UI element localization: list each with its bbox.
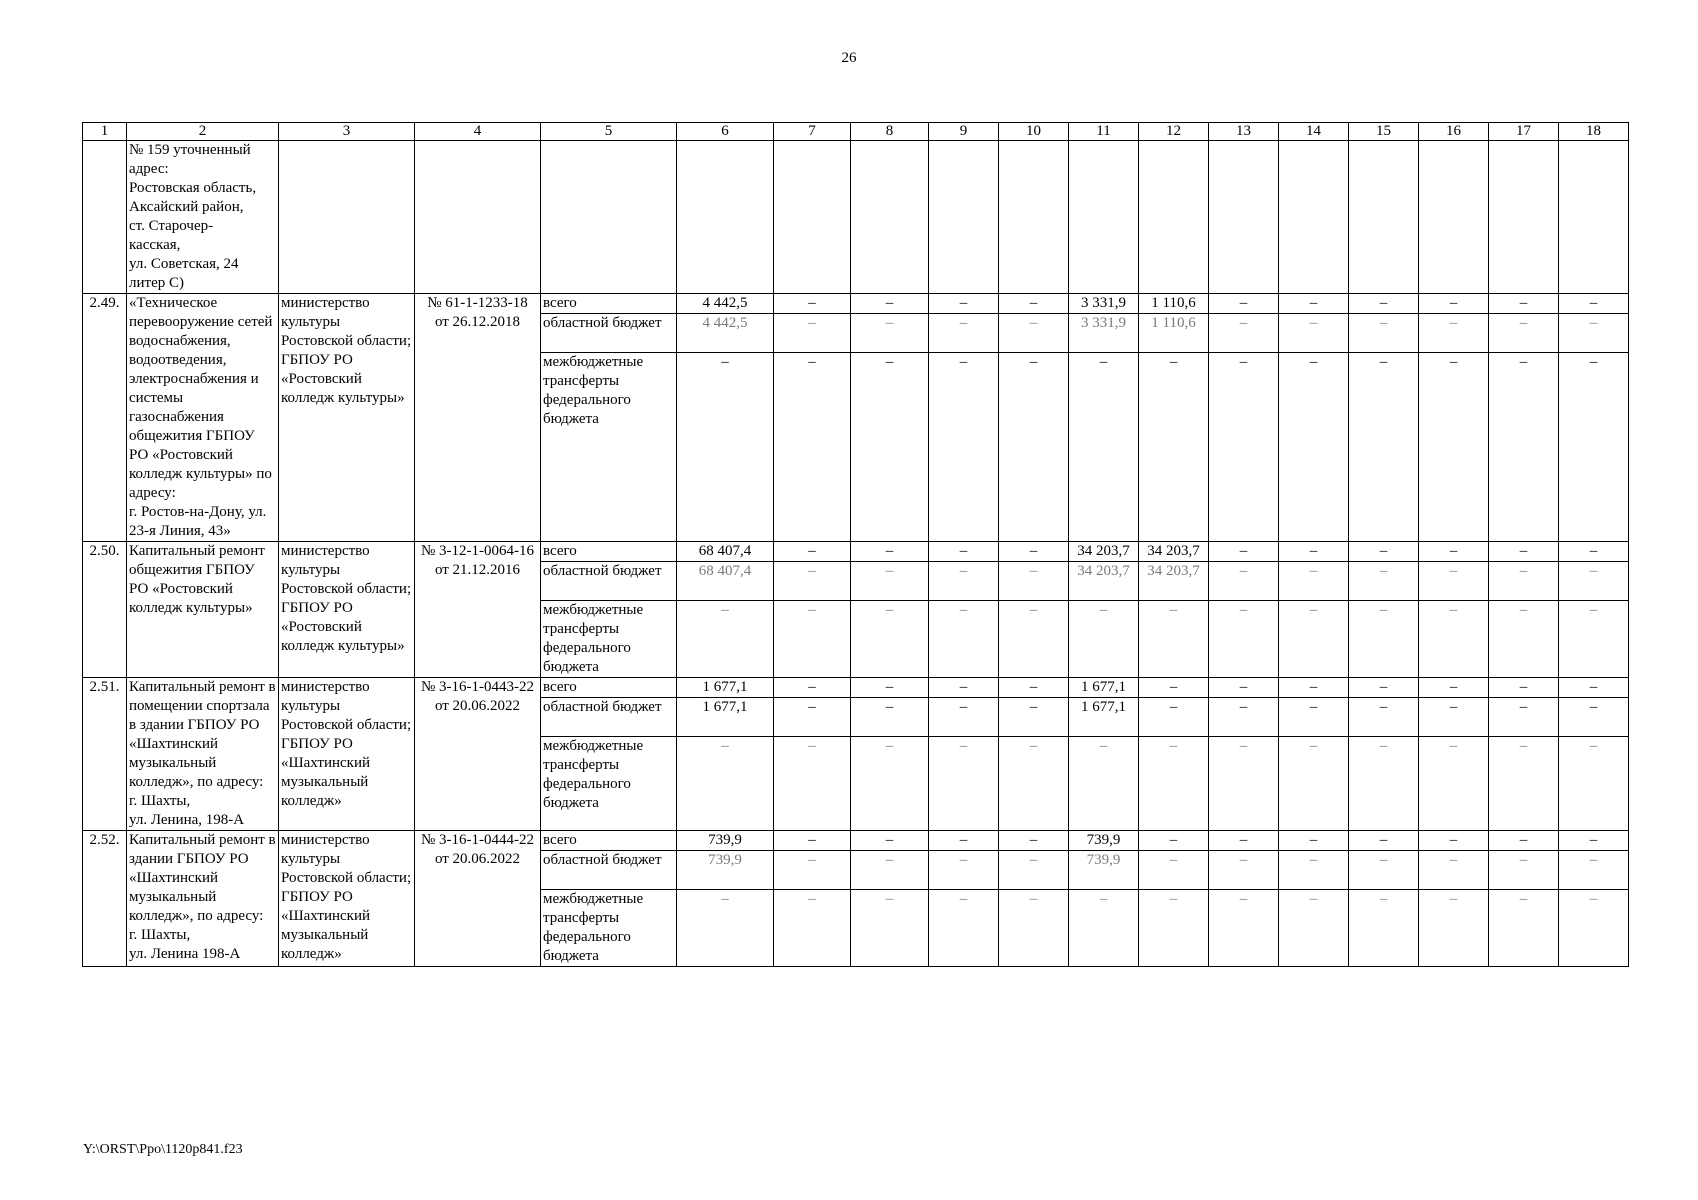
executor-cell: министерство культуры Ростовской области; ГБПОУ РО «Шахтинский музыкальный колледж» [279,678,415,831]
column-header: 4 [415,123,541,141]
value-cell: – [1209,737,1279,831]
value-cell: – [999,698,1069,737]
value-cell: – [999,562,1069,601]
value-cell: – [999,678,1069,698]
object-name-cell: № 159 уточненный адрес: Ростовская область, Аксайский район, ст. Старочер- касская, ул. Советская, 24 литер С) [127,141,279,294]
value-cell: – [1349,851,1419,890]
value-cell: – [1279,542,1349,562]
value-cell: – [774,698,851,737]
value-cell: – [1349,562,1419,601]
value-cell: – [929,831,999,851]
value-cell: – [1559,314,1629,353]
table-row [83,294,1629,314]
funding-source-cell: областной бюджет [541,562,677,601]
value-cell: – [999,851,1069,890]
value-cell: – [1489,294,1559,314]
value-cell: – [999,890,1069,967]
funding-source-cell: всего [541,294,677,314]
value-cell: – [1349,678,1419,698]
empty-cell [1139,141,1209,294]
value-cell: – [1419,737,1489,831]
value-cell: – [929,353,999,542]
value-cell: – [1209,601,1279,678]
value-cell: – [1069,890,1139,967]
funding-source-cell: межбюджетные трансферты федерального бюджета [541,737,677,831]
value-cell: 34 203,7 [1069,562,1139,601]
empty-cell [677,141,774,294]
value-cell: – [1139,737,1209,831]
value-cell: – [1559,562,1629,601]
value-cell: – [929,601,999,678]
item-number: 2.49. [83,294,127,542]
value-cell: – [1489,890,1559,967]
value-cell: – [774,737,851,831]
value-cell: – [1559,851,1629,890]
value-cell: – [851,851,929,890]
value-cell: – [1209,314,1279,353]
value-cell: – [1419,314,1489,353]
value-cell: – [677,737,774,831]
empty-cell [1279,141,1349,294]
value-cell: 68 407,4 [677,542,774,562]
value-cell: 4 442,5 [677,294,774,314]
document-cell: № 3-16-1-0444-22 от 20.06.2022 [415,831,541,967]
value-cell: 739,9 [1069,851,1139,890]
value-cell: – [1559,353,1629,542]
value-cell: 4 442,5 [677,314,774,353]
value-cell: – [1279,353,1349,542]
value-cell: – [851,678,929,698]
item-number: 2.52. [83,831,127,967]
value-cell: – [677,353,774,542]
funding-source-cell: всего [541,831,677,851]
value-cell: – [1279,678,1349,698]
value-cell: – [929,851,999,890]
column-header: 14 [1279,123,1349,141]
value-cell: – [851,314,929,353]
value-cell: – [1209,890,1279,967]
value-cell: 34 203,7 [1069,542,1139,562]
funding-source-cell: межбюджетные трансферты федерального бюджета [541,601,677,678]
value-cell: 1 110,6 [1139,314,1209,353]
value-cell: – [1279,294,1349,314]
table-row [83,831,1629,851]
column-header: 17 [1489,123,1559,141]
value-cell: – [1279,737,1349,831]
value-cell: – [1209,542,1279,562]
value-cell: – [851,294,929,314]
value-cell: – [677,601,774,678]
value-cell: – [1349,737,1419,831]
empty-cell [1069,141,1139,294]
value-cell: – [1419,294,1489,314]
value-cell: – [1349,294,1419,314]
item-number: 2.51. [83,678,127,831]
value-cell: – [999,831,1069,851]
value-cell: – [1139,851,1209,890]
column-header: 3 [279,123,415,141]
empty-cell [774,141,851,294]
table-row [83,542,1629,562]
value-cell: – [774,353,851,542]
object-name-cell: Капитальный ремонт в здании ГБПОУ РО «Шахтинский музыкальный колледж», по адресу: г. Шахты, ул. Ленина 198-А [127,831,279,967]
value-cell: 1 110,6 [1139,294,1209,314]
value-cell: – [1069,353,1139,542]
value-cell: – [851,698,929,737]
value-cell: – [1069,737,1139,831]
object-name-cell: Капитальный ремонт общежития ГБПОУ РО «Ростовский колледж культуры» [127,542,279,678]
value-cell: – [999,601,1069,678]
value-cell: – [999,737,1069,831]
value-cell: – [1209,678,1279,698]
value-cell: – [1209,294,1279,314]
value-cell: – [1139,831,1209,851]
funding-source-cell: областной бюджет [541,698,677,737]
value-cell: 3 331,9 [1069,294,1139,314]
column-header: 5 [541,123,677,141]
value-cell: – [677,890,774,967]
value-cell: – [1279,890,1349,967]
value-cell: – [1349,601,1419,678]
value-cell: – [1489,314,1559,353]
value-cell: – [1139,890,1209,967]
continuation-row [83,141,1629,294]
empty-cell [1209,141,1279,294]
value-cell: – [1419,698,1489,737]
value-cell: – [929,678,999,698]
value-cell: – [1279,698,1349,737]
value-cell: – [1419,851,1489,890]
value-cell: – [1489,353,1559,542]
value-cell: – [929,314,999,353]
document-cell: № 61-1-1233-18 от 26.12.2018 [415,294,541,542]
executor-cell: министерство культуры Ростовской области; ГБПОУ РО «Ростовский колледж культуры» [279,294,415,542]
value-cell: – [1139,698,1209,737]
value-cell: – [1559,542,1629,562]
value-cell: 739,9 [677,851,774,890]
value-cell: – [929,698,999,737]
funding-source-cell: всего [541,542,677,562]
value-cell: 1 677,1 [1069,678,1139,698]
value-cell: – [1419,601,1489,678]
value-cell: – [774,562,851,601]
value-cell: – [1559,831,1629,851]
empty-cell [999,141,1069,294]
value-cell: – [1139,601,1209,678]
value-cell: – [1559,698,1629,737]
column-header: 12 [1139,123,1209,141]
value-cell: – [1489,831,1559,851]
value-cell: – [774,831,851,851]
value-cell: – [1209,831,1279,851]
value-cell: – [1419,353,1489,542]
value-cell: – [774,314,851,353]
value-cell: – [1559,737,1629,831]
value-cell: – [1209,698,1279,737]
column-number-row [83,123,1629,141]
column-header: 1 [83,123,127,141]
value-cell: – [1209,851,1279,890]
executor-cell: министерство культуры Ростовской области; ГБПОУ РО «Ростовский колледж культуры» [279,542,415,678]
value-cell: 3 331,9 [1069,314,1139,353]
value-cell: – [851,890,929,967]
value-cell: – [929,890,999,967]
column-header: 16 [1419,123,1489,141]
value-cell: – [1559,890,1629,967]
empty-cell [83,141,127,294]
value-cell: 1 677,1 [1069,698,1139,737]
value-cell: – [851,737,929,831]
empty-cell [1559,141,1629,294]
value-cell: – [1419,562,1489,601]
value-cell: – [1489,542,1559,562]
funding-source-cell: межбюджетные трансферты федерального бюджета [541,890,677,967]
value-cell: – [1489,698,1559,737]
funding-table [82,122,1629,967]
value-cell: – [1349,831,1419,851]
empty-cell [1489,141,1559,294]
value-cell: – [929,294,999,314]
value-cell: – [851,542,929,562]
value-cell: – [774,678,851,698]
value-cell: – [1419,831,1489,851]
value-cell: – [851,353,929,542]
object-name-cell: «Техническое перевооружение сетей водоснабжения, водоотведения, электроснабжения и системы газоснабжения общежития ГБПОУ РО «Ростовский колледж культуры» по адресу: г. Ростов-на-Дону, ул. 23-я Линия, 43» [127,294,279,542]
column-header: 15 [1349,123,1419,141]
value-cell: – [1349,353,1419,542]
value-cell: – [1559,601,1629,678]
value-cell: – [1349,542,1419,562]
column-header: 8 [851,123,929,141]
executor-cell: министерство культуры Ростовской области; ГБПОУ РО «Шахтинский музыкальный колледж» [279,831,415,967]
value-cell: – [1489,737,1559,831]
value-cell: – [1139,353,1209,542]
item-number: 2.50. [83,542,127,678]
value-cell: 739,9 [1069,831,1139,851]
value-cell: – [929,562,999,601]
column-header: 7 [774,123,851,141]
funding-source-cell: областной бюджет [541,851,677,890]
document-cell: № 3-12-1-0064-16 от 21.12.2016 [415,542,541,678]
value-cell: – [929,542,999,562]
value-cell: – [774,851,851,890]
funding-source-cell: областной бюджет [541,314,677,353]
table-row [83,678,1629,698]
value-cell: – [1489,851,1559,890]
value-cell: – [1279,851,1349,890]
column-header: 13 [1209,123,1279,141]
value-cell: 1 677,1 [677,678,774,698]
value-cell: – [1069,601,1139,678]
value-cell: – [1419,890,1489,967]
value-cell: – [1279,314,1349,353]
value-cell: – [1419,542,1489,562]
value-cell: – [774,542,851,562]
value-cell: – [774,294,851,314]
empty-cell [279,141,415,294]
column-header: 11 [1069,123,1139,141]
value-cell: – [1489,678,1559,698]
value-cell: – [774,890,851,967]
value-cell: – [851,562,929,601]
column-header: 2 [127,123,279,141]
value-cell: – [1139,678,1209,698]
empty-cell [1419,141,1489,294]
value-cell: – [1279,601,1349,678]
value-cell: – [1279,562,1349,601]
column-header: 6 [677,123,774,141]
empty-cell [415,141,541,294]
object-name-cell: Капитальный ремонт в помещении спортзала в здании ГБПОУ РО «Шахтинский музыкальный колледж», по адресу: г. Шахты, ул. Ленина, 198-А [127,678,279,831]
value-cell: – [1349,890,1419,967]
value-cell: – [999,314,1069,353]
footer-path: Y:\ORST\Ppo\1120p841.f23 [83,1142,243,1157]
value-cell: – [1559,678,1629,698]
value-cell: 68 407,4 [677,562,774,601]
value-cell: – [999,542,1069,562]
empty-cell [851,141,929,294]
column-header: 18 [1559,123,1629,141]
value-cell: – [851,831,929,851]
value-cell: – [999,353,1069,542]
value-cell: 34 203,7 [1139,542,1209,562]
value-cell: – [774,601,851,678]
value-cell: – [1279,831,1349,851]
value-cell: – [1349,314,1419,353]
value-cell: 1 677,1 [677,698,774,737]
value-cell: – [1489,601,1559,678]
value-cell: 34 203,7 [1139,562,1209,601]
value-cell: – [1209,562,1279,601]
funding-source-cell: межбюджетные трансферты федерального бюджета [541,353,677,542]
value-cell: – [1349,698,1419,737]
value-cell: – [851,601,929,678]
funding-source-cell: всего [541,678,677,698]
value-cell: – [1489,562,1559,601]
value-cell: – [929,737,999,831]
empty-cell [541,141,677,294]
column-header: 9 [929,123,999,141]
value-cell: – [1209,353,1279,542]
value-cell: – [1419,678,1489,698]
table-body [83,123,1629,967]
value-cell: – [999,294,1069,314]
value-cell: 739,9 [677,831,774,851]
empty-cell [1349,141,1419,294]
column-header: 10 [999,123,1069,141]
empty-cell [929,141,999,294]
page-number: 26 [841,50,857,66]
value-cell: – [1559,294,1629,314]
document-cell: № 3-16-1-0443-22 от 20.06.2022 [415,678,541,831]
